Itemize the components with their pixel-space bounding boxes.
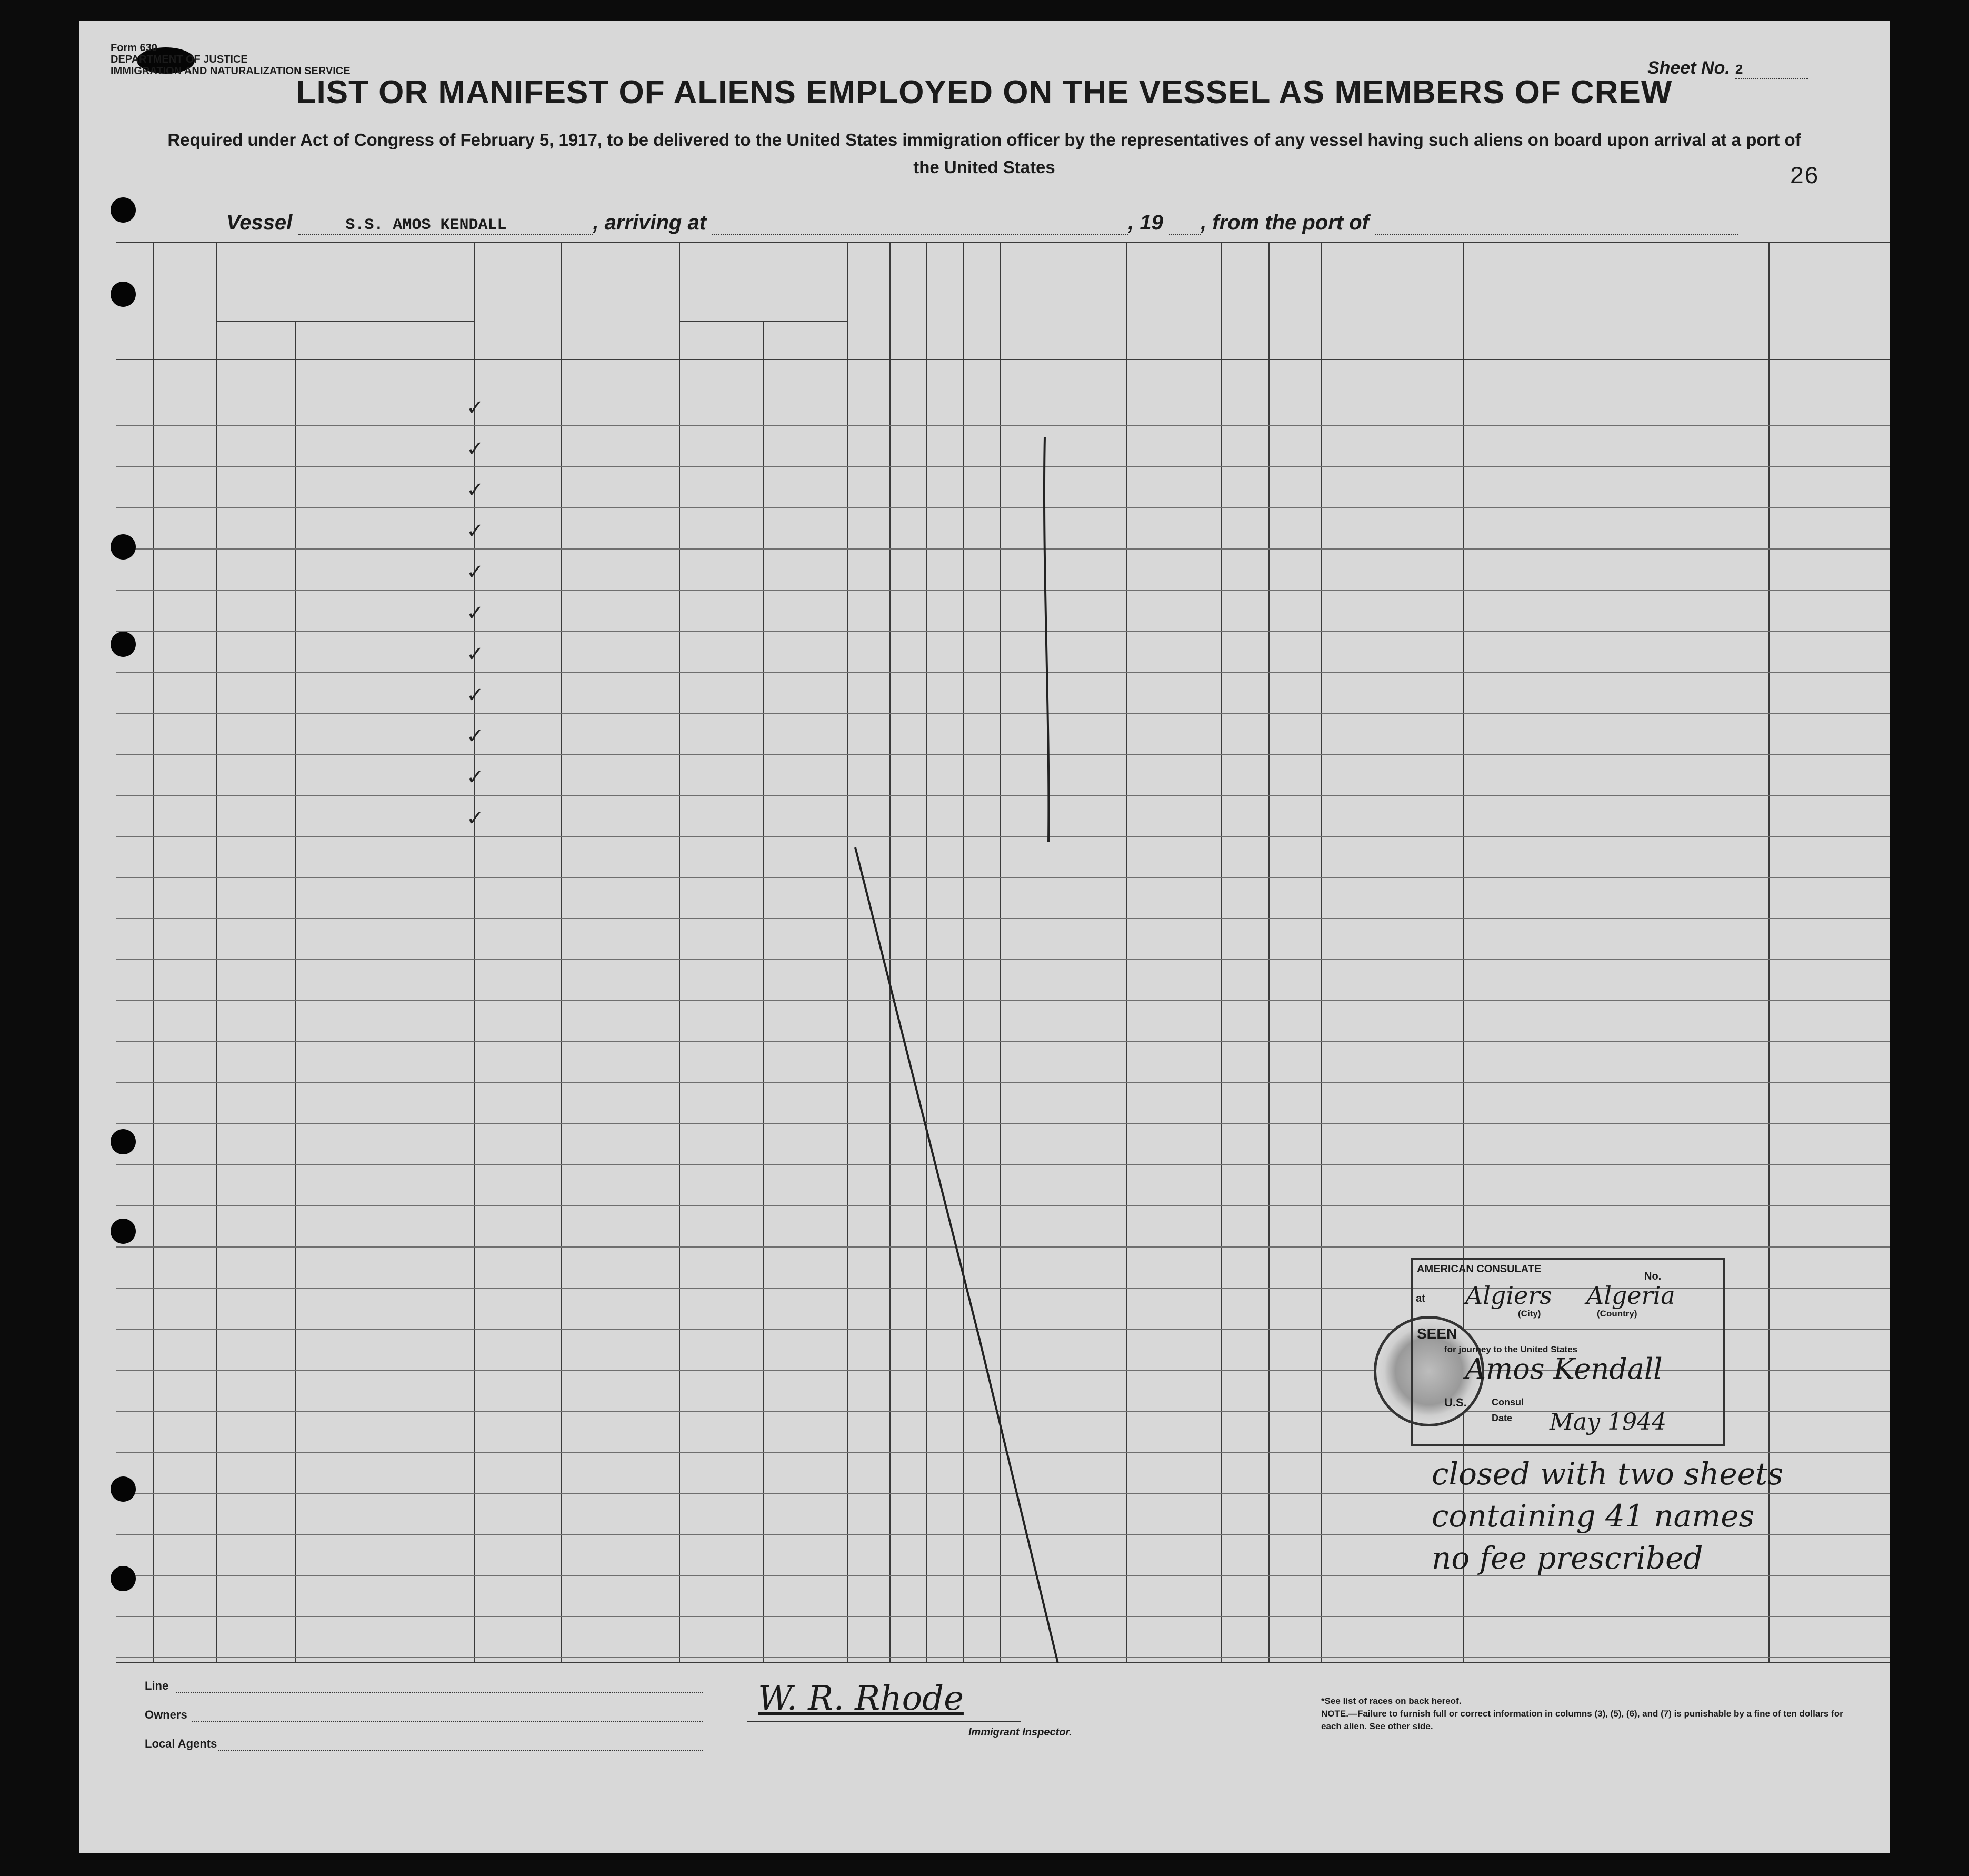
check-mark: ✓ bbox=[466, 765, 484, 790]
stamp-title: AMERICAN CONSULATE bbox=[1417, 1263, 1542, 1275]
check-mark: ✓ bbox=[466, 806, 484, 831]
form-id-line: IMMIGRATION AND NATURALIZATION SERVICE bbox=[111, 65, 351, 77]
check-mark: ✓ bbox=[466, 642, 484, 666]
cancel-strike-line bbox=[855, 847, 1126, 1663]
stamp-consul-label: Consul bbox=[1492, 1397, 1524, 1408]
hole-punch-mark bbox=[111, 1219, 136, 1244]
hand-strike-lines bbox=[116, 242, 1890, 1663]
arriving-label: , arriving at bbox=[593, 211, 707, 234]
page-title: LIST OR MANIFEST OF ALIENS EMPLOYED ON THE VESSEL AS MEMBERS OF CREW bbox=[296, 74, 1673, 111]
hole-punch-mark bbox=[111, 1566, 136, 1591]
stamp-city-value: Algiers bbox=[1465, 1281, 1552, 1310]
from-port-label: , from the port of bbox=[1201, 211, 1369, 234]
owners-field bbox=[192, 1720, 703, 1722]
stamp-city-label: (City) bbox=[1518, 1309, 1541, 1319]
discharge-ditto-line bbox=[1044, 437, 1048, 842]
hole-punch-mark bbox=[111, 1129, 136, 1154]
form-id-line: Form 630 bbox=[111, 42, 157, 54]
stamp-journey-value: Amos Kendall bbox=[1465, 1352, 1663, 1385]
check-mark: ✓ bbox=[466, 683, 484, 707]
arriving-field bbox=[712, 211, 1128, 235]
hole-punch-mark bbox=[111, 632, 136, 657]
stamp-seen-label: SEEN bbox=[1417, 1325, 1457, 1342]
page-subtitle: Required under Act of Congress of February 5, 1917, to be delivered to the United States immigration officer by the representatives of any vessel having such aliens on board upon arrival at a port of the United States bbox=[167, 130, 1801, 177]
stamp-country-label: (Country) bbox=[1597, 1309, 1637, 1319]
stamp-journey-label: for journey to the United States bbox=[1444, 1344, 1578, 1354]
handwritten-note bbox=[1432, 1453, 1783, 1579]
signature-line bbox=[747, 1721, 1021, 1722]
from-port-field bbox=[1375, 211, 1738, 235]
check-mark: ✓ bbox=[466, 519, 484, 543]
manifest-sheet bbox=[79, 21, 1890, 1853]
sheet-number-label: Sheet No. bbox=[1647, 58, 1730, 78]
hole-punch-mark bbox=[111, 534, 136, 560]
owners-label: Owners bbox=[145, 1708, 187, 1721]
stamp-date-value: May 1944 bbox=[1550, 1409, 1667, 1435]
races-note: *See list of races on back hereof. bbox=[1321, 1696, 1462, 1706]
inspector-signature: W. R. Rhode bbox=[758, 1679, 964, 1718]
line-label: Line bbox=[145, 1679, 169, 1692]
hole-punch-mark bbox=[111, 197, 136, 223]
year-field bbox=[1169, 211, 1201, 235]
check-mark: ✓ bbox=[466, 724, 484, 749]
note-line: no fee prescribed bbox=[1432, 1540, 1703, 1576]
vessel-field bbox=[298, 211, 593, 235]
line-field bbox=[176, 1691, 703, 1693]
form-id-line: DEPARTMENT OF JUSTICE bbox=[111, 54, 248, 65]
stamp-consul-prefix: U.S. bbox=[1444, 1396, 1467, 1409]
check-mark: ✓ bbox=[466, 437, 484, 461]
hole-punch-mark bbox=[111, 1476, 136, 1502]
year-label: , 19 bbox=[1128, 211, 1163, 234]
crew-table bbox=[116, 242, 1890, 1663]
vessel-label: Vessel bbox=[226, 211, 293, 234]
check-mark: ✓ bbox=[466, 560, 484, 584]
stamp-country-value: Algeria bbox=[1586, 1281, 1675, 1310]
vessel-value: S.S. AMOS KENDALL bbox=[345, 216, 507, 234]
page-number: 26 bbox=[1790, 163, 1819, 191]
check-mark: ✓ bbox=[466, 396, 484, 420]
check-mark: ✓ bbox=[466, 478, 484, 502]
note-line: containing 41 names bbox=[1432, 1498, 1755, 1534]
consulate-stamp bbox=[1411, 1258, 1725, 1446]
form-identifier bbox=[111, 42, 351, 77]
stamp-date-label: Date bbox=[1492, 1413, 1513, 1423]
sheet-number-value: 2 bbox=[1735, 62, 1808, 79]
stamp-no-label: No. bbox=[1644, 1271, 1662, 1282]
footnote-block bbox=[1321, 1695, 1847, 1733]
vessel-line bbox=[226, 211, 1738, 235]
note-line: closed with two sheets bbox=[1432, 1456, 1784, 1492]
agents-label: Local Agents bbox=[145, 1737, 217, 1750]
inspector-label: Immigrant Inspector. bbox=[968, 1727, 1072, 1738]
hole-punch-mark bbox=[111, 282, 136, 307]
stamp-at-label: at bbox=[1416, 1293, 1425, 1304]
fine-note: NOTE.—Failure to furnish full or correct information in columns (3), (5), (6), and (7) is punishable by a fine of ten dollars for each alien. See other side. bbox=[1321, 1709, 1843, 1731]
agents-field bbox=[218, 1749, 703, 1751]
check-mark: ✓ bbox=[466, 601, 484, 625]
